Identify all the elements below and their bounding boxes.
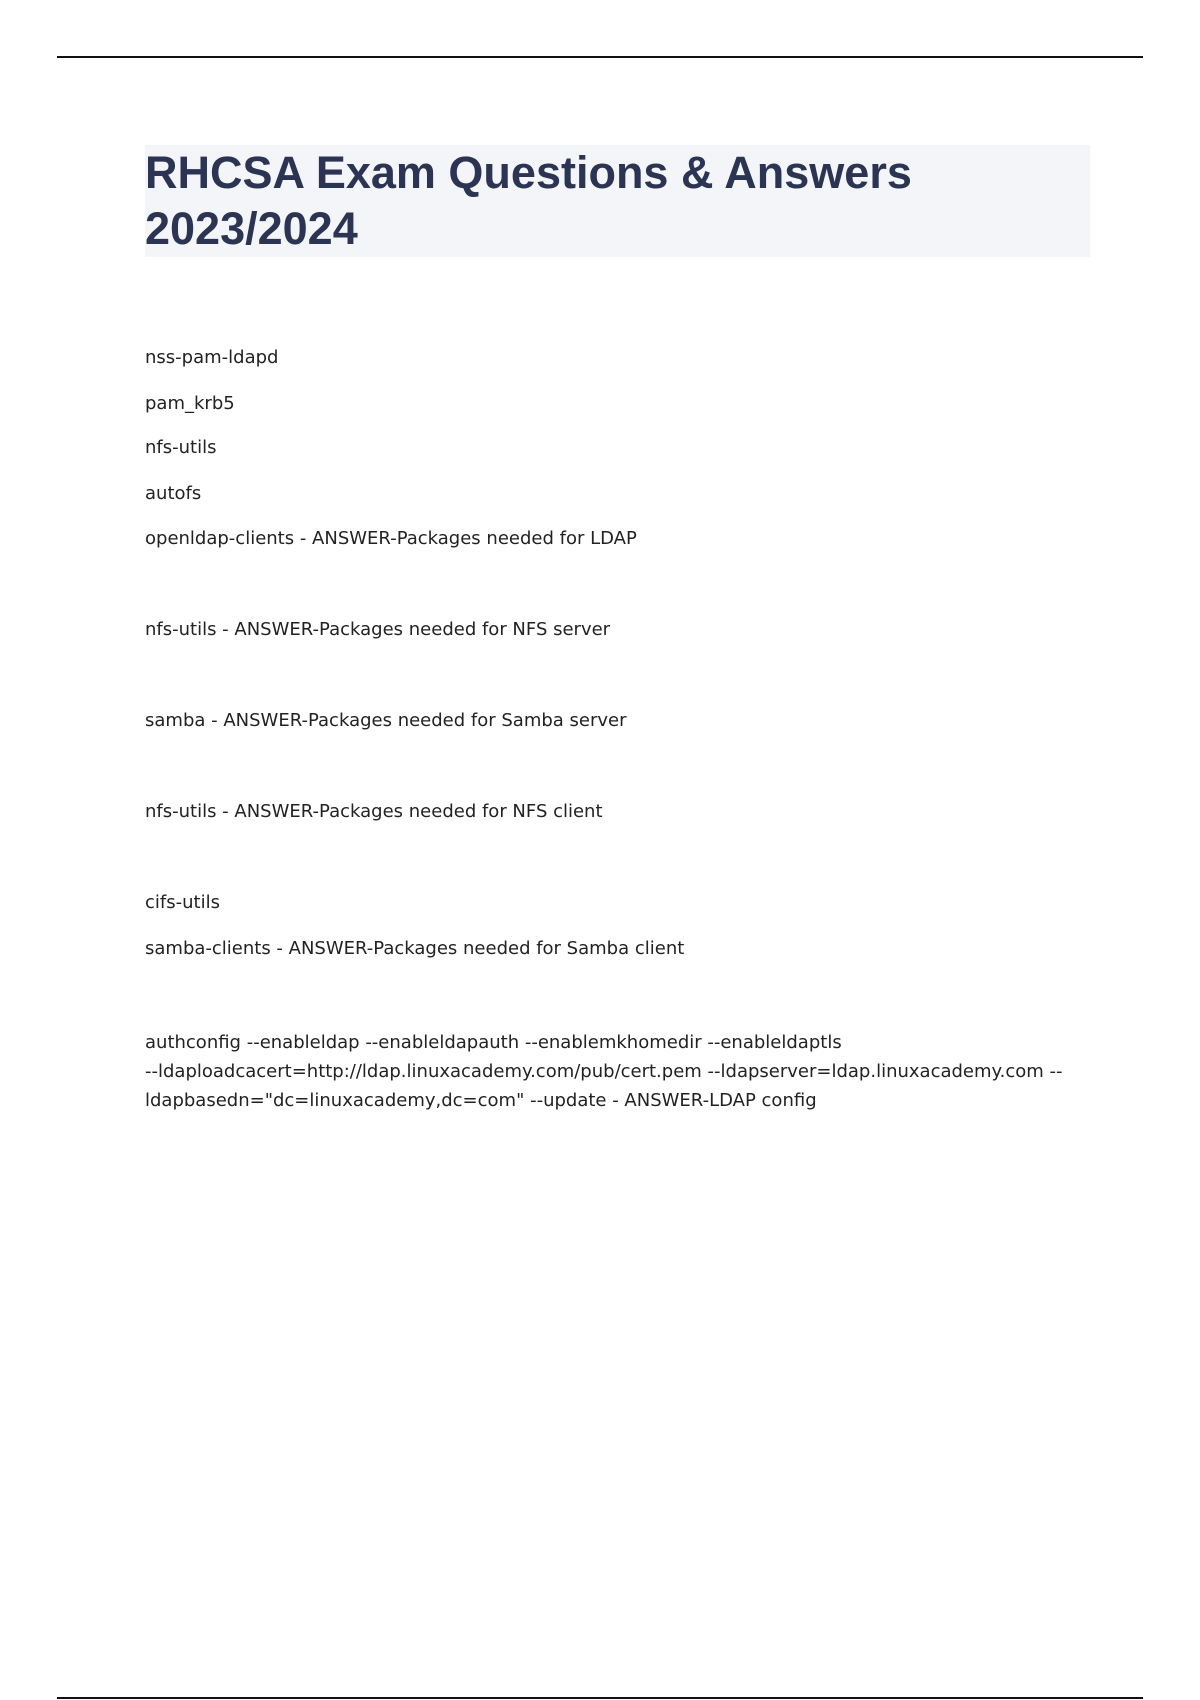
entry-line: nss-pam-ldapd [145, 347, 279, 368]
entry-line: nfs-utils [145, 437, 217, 458]
ldap-config-line: authconfig --enableldap --enableldapauth --enablemkhomedir --enableldaptls [145, 1032, 842, 1053]
entry-line: cifs-utils [145, 892, 220, 913]
entry-line: openldap-clients - ANSWER-Packages needed for LDAP [145, 528, 637, 549]
ldap-config-line: ldapbasedn="dc=linuxacademy,dc=com" --update - ANSWER-LDAP config [145, 1090, 817, 1111]
ldap-config-line: --ldaploadcacert=http://ldap.linuxacademy.com/pub/cert.pem --ldapserver=ldap.linuxacademy.com -- [145, 1061, 1063, 1082]
entry-line: nfs-utils - ANSWER-Packages needed for NFS client [145, 801, 603, 822]
title-banner [145, 145, 1090, 257]
entry-line: samba-clients - ANSWER-Packages needed for Samba client [145, 938, 685, 959]
entry-line: nfs-utils - ANSWER-Packages needed for NFS server [145, 619, 611, 640]
entry-line: autofs [145, 483, 202, 504]
ldap-config-entry [145, 1028, 1075, 1115]
bottom-rule [57, 1697, 1143, 1699]
entry-line: pam_krb5 [145, 393, 235, 414]
top-rule [57, 56, 1143, 58]
entry-line: samba - ANSWER-Packages needed for Samba server [145, 710, 627, 731]
document-title: RHCSA Exam Questions & Answers 2023/2024 [145, 147, 912, 254]
